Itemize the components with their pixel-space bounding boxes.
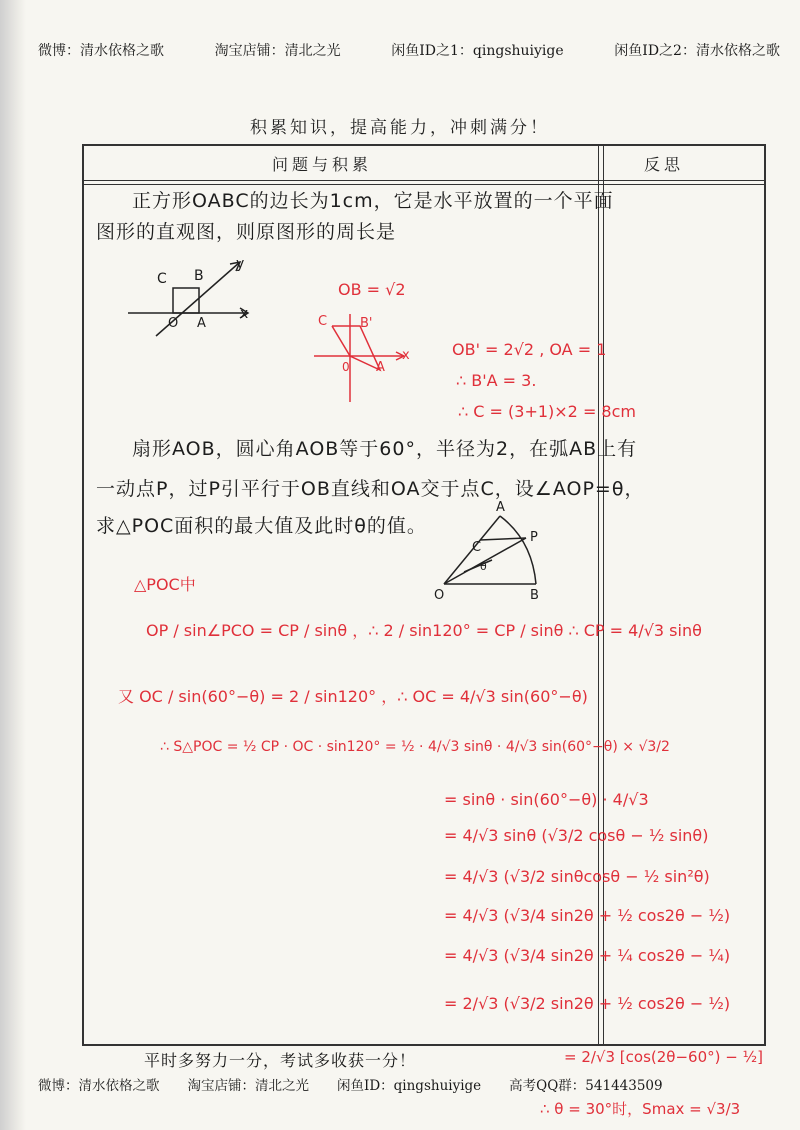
p2-label-theta: θ (480, 560, 487, 573)
p1-work-label-B: B' (360, 316, 373, 331)
problem1-line1: 正方形OABC的边长为1cm，它是水平放置的一个平面 (132, 190, 614, 212)
footer-xianyu: 闲鱼ID：qingshuiyige (337, 1078, 482, 1094)
problem2-figure (436, 512, 556, 592)
solution-conclusion: ∴ θ = 30°时，Smax = √3/3 (540, 1100, 741, 1118)
header (38, 40, 780, 60)
table-header-divider-2 (84, 184, 764, 185)
header-xianyu2: 闲鱼ID之2：清水依格之歌 (614, 43, 780, 59)
p1-label-O: O (168, 316, 179, 331)
column-header-reflection: 反思 (644, 155, 685, 174)
problem2-line1: 扇形AOB，圆心角AOB等于60°，半径为2，在弧AB上有 (132, 438, 638, 460)
p2-label-B: B (530, 588, 539, 603)
header-xianyu1: 闲鱼ID之1：qingshuiyige (391, 43, 564, 59)
p1-work-line2: ∴ B'A = 3. (456, 371, 537, 390)
solution-step-7: = 4/√3 (√3/2 sinθcosθ − ½ sin²θ) (444, 867, 710, 886)
column-header-problems: 问题与积累 (272, 155, 373, 174)
problem1-line2: 图形的直观图，则原图形的周长是 (96, 221, 397, 243)
problem2-line3: 求△POC面积的最大值及此时θ的值。 (96, 515, 427, 537)
p1-work-line3: ∴ C = (3+1)×2 = 8cm (458, 402, 636, 421)
p1-work-label-C: C (318, 314, 328, 329)
p1-label-B: B (194, 268, 204, 284)
footer-qq: 高考QQ群：541443509 (509, 1078, 663, 1094)
slogan-bottom: 平时多努力一分，考试多收获一分！ (143, 1051, 416, 1070)
footer (38, 1074, 780, 1094)
solution-step-10: = 2/√3 (√3/2 sin2θ + ½ cos2θ − ½) (444, 994, 731, 1013)
p1-work-label-O: 0 (342, 360, 350, 374)
p1-work-line1: OB' = 2√2 , OA = 1 (452, 340, 607, 359)
footer-weibo: 微博：清水依格之歌 (38, 1078, 160, 1094)
p1-work-label-x: x (402, 348, 410, 363)
slogan-top: 积累知识，提高能力，冲刺满分！ (250, 118, 550, 138)
solution-step-2: OP / sin∠PCO = CP / sinθ ，∴ 2 / sin120° = CP / sinθ ∴ CP = 4/√3 sinθ (146, 621, 702, 640)
p1-label-y: y (236, 256, 245, 272)
header-taobao: 淘宝店铺：清北之光 (214, 43, 341, 59)
problem2-line2: 一动点P，过P引平行于OB直线和OA交于点C，设∠AOP=θ， (96, 478, 645, 500)
solution-step-4: ∴ S△POC = ½ CP · OC · sin120° = ½ · 4/√3 sinθ · 4/√3 sin(60°−θ) × √3/2 (160, 739, 670, 755)
solution-step-9: = 4/√3 (√3/4 sin2θ + ¼ cos2θ − ¼) (444, 946, 731, 965)
p2-label-A: A (496, 500, 505, 515)
solution-step-5: = sinθ · sin(60°−θ) · 4/√3 (444, 790, 649, 809)
table-header-divider (84, 180, 764, 181)
solution-step-6: = 4/√3 sinθ (√3/2 cosθ − ½ sinθ) (444, 826, 709, 845)
p1-work-ob: OB = √2 (338, 280, 406, 299)
solution-step-3: 又 OC / sin(60°−θ) = 2 / sin120° ，∴ OC = 4/√3 sin(60°−θ) (118, 687, 588, 706)
solution-step-8: = 4/√3 (√3/4 sin2θ + ½ cos2θ − ½) (444, 906, 731, 925)
p2-label-P: P (530, 530, 538, 545)
p1-label-C: C (157, 271, 167, 287)
header-weibo: 微博：清水依格之歌 (38, 43, 164, 59)
solution-step-1: △POC中 (134, 575, 196, 594)
notebook-binding (0, 0, 26, 1130)
p2-label-C: C (472, 540, 482, 555)
p1-label-x: x (240, 306, 249, 322)
footer-taobao: 淘宝店铺：清北之光 (187, 1078, 309, 1094)
solution-step-11: = 2/√3 [cos(2θ−60°) − ½] (564, 1048, 763, 1066)
p1-work-label-A: A (376, 360, 385, 375)
p2-label-O: O (434, 588, 445, 603)
p1-label-A: A (197, 316, 206, 331)
